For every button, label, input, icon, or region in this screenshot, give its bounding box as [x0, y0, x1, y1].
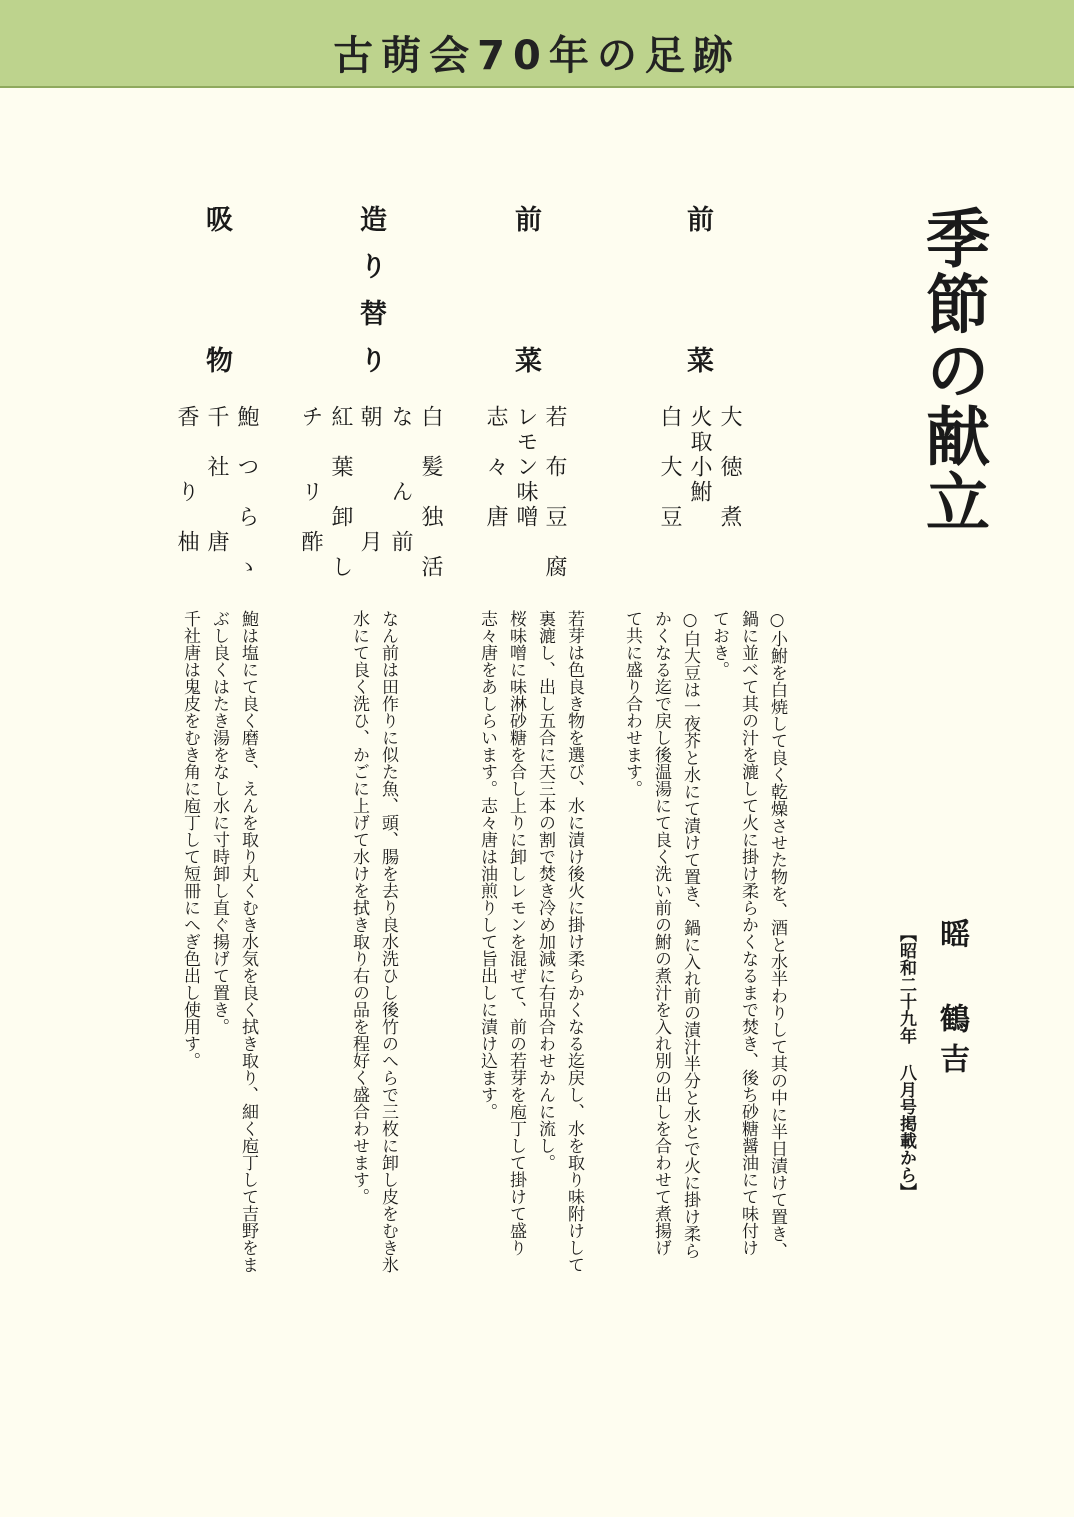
dish-name: 香 り 柚 — [174, 405, 199, 555]
instruction-line: 桜味噌に味淋砂糖を合し上りに卸しレモンを混ぜて、前の若芽を庖丁して掛けて盛り — [506, 610, 526, 1256]
dish-name: 白 大 豆 — [657, 405, 682, 530]
dish-name: 朝 月 — [357, 405, 382, 555]
instruction-line: ぶし良くはたき湯をなし水に寸時卸し直ぐ揚げて置き。 — [209, 610, 229, 1035]
instruction-line: 千社唐は鬼皮をむき角に庖丁して短冊にへぎ色出し使用す。 — [180, 610, 200, 1069]
dish-name: 千 社 唐 — [204, 405, 229, 555]
instruction-line: 志々唐をあしらいます。志々唐は油煎りして旨出しに漬け込ます。 — [477, 610, 497, 1120]
dish-name: チ リ 酢 — [298, 405, 323, 555]
dish-name: 火取小鮒 — [687, 405, 712, 505]
page-header — [0, 0, 1074, 88]
instruction-line: 鮑は塩にて良く磨き、えんを取り丸くむき水気を良く拭き取り、細く庖丁して吉野をま — [238, 610, 258, 1273]
instruction-line: て共に盛り合わせます。 — [622, 610, 642, 797]
article-title: 季節の献立 — [915, 205, 990, 535]
category-heading: 吸 物 — [201, 205, 232, 393]
instruction-line: 鍋に並べて其の汁を漉して火に掛け柔らかくなるまで焚き、後ち砂糖醤油にて味付け — [738, 610, 758, 1256]
author-name: 暚 鶴吉 — [934, 918, 969, 1083]
dish-name: 若 布 豆 腐 — [542, 405, 567, 580]
instruction-line: ておき。 — [709, 610, 729, 678]
dish-name: 大 徳 煮 — [717, 405, 742, 530]
instruction-line: 若芽は色良き物を選び、水に漬け後火に掛け柔らかくなる迄戻し、水を取り味附けして — [564, 610, 584, 1273]
instruction-line: かくなる迄で戻し後温湯にて良く洗い前の鮒の煮汁を入れ別の出しを合わせて煮揚げ — [651, 610, 671, 1256]
dish-name: な ん 前 — [388, 405, 413, 555]
dish-name: レモン味噌 — [513, 405, 538, 530]
category-heading: 造り替り — [355, 205, 386, 393]
instruction-line: 水にて良く洗ひ、かごに上げて水けを拭き取り右の品を程好く盛合わせます。 — [349, 610, 369, 1205]
dish-name: 志 々 唐 — [483, 405, 508, 530]
dish-name: 鮑 つ ら ゝ — [234, 405, 259, 580]
instruction-line: ○白大豆は一夜芥と水にて漬けて置き、鍋に入れ前の漬汁半分と水とで火に掛け柔ら — [680, 610, 700, 1259]
source-note: 【昭和二十九年 八月号掲載から】 — [896, 925, 916, 1200]
instruction-line: 裏漉し、出し五合に天三本の割で焚き冷め加減に右品合わせかんに流し。 — [535, 610, 555, 1171]
header-title: 古萌会70年の足跡 — [333, 33, 741, 79]
instruction-line: なん前は田作りに似た魚、頭、腸を去り良水洗ひし後竹のへらで三枚に卸し皮をむき氷 — [378, 610, 398, 1273]
category-heading: 前 菜 — [510, 205, 541, 393]
dish-name: 白 髪 独 活 — [418, 405, 443, 580]
instruction-line: ○小鮒を白焼して良く乾燥させた物を、酒と水半わりして其の中に半日漬けて置き、 — [767, 610, 787, 1259]
dish-name: 紅 葉 卸 し — [328, 405, 353, 580]
category-heading: 前 菜 — [682, 205, 713, 393]
